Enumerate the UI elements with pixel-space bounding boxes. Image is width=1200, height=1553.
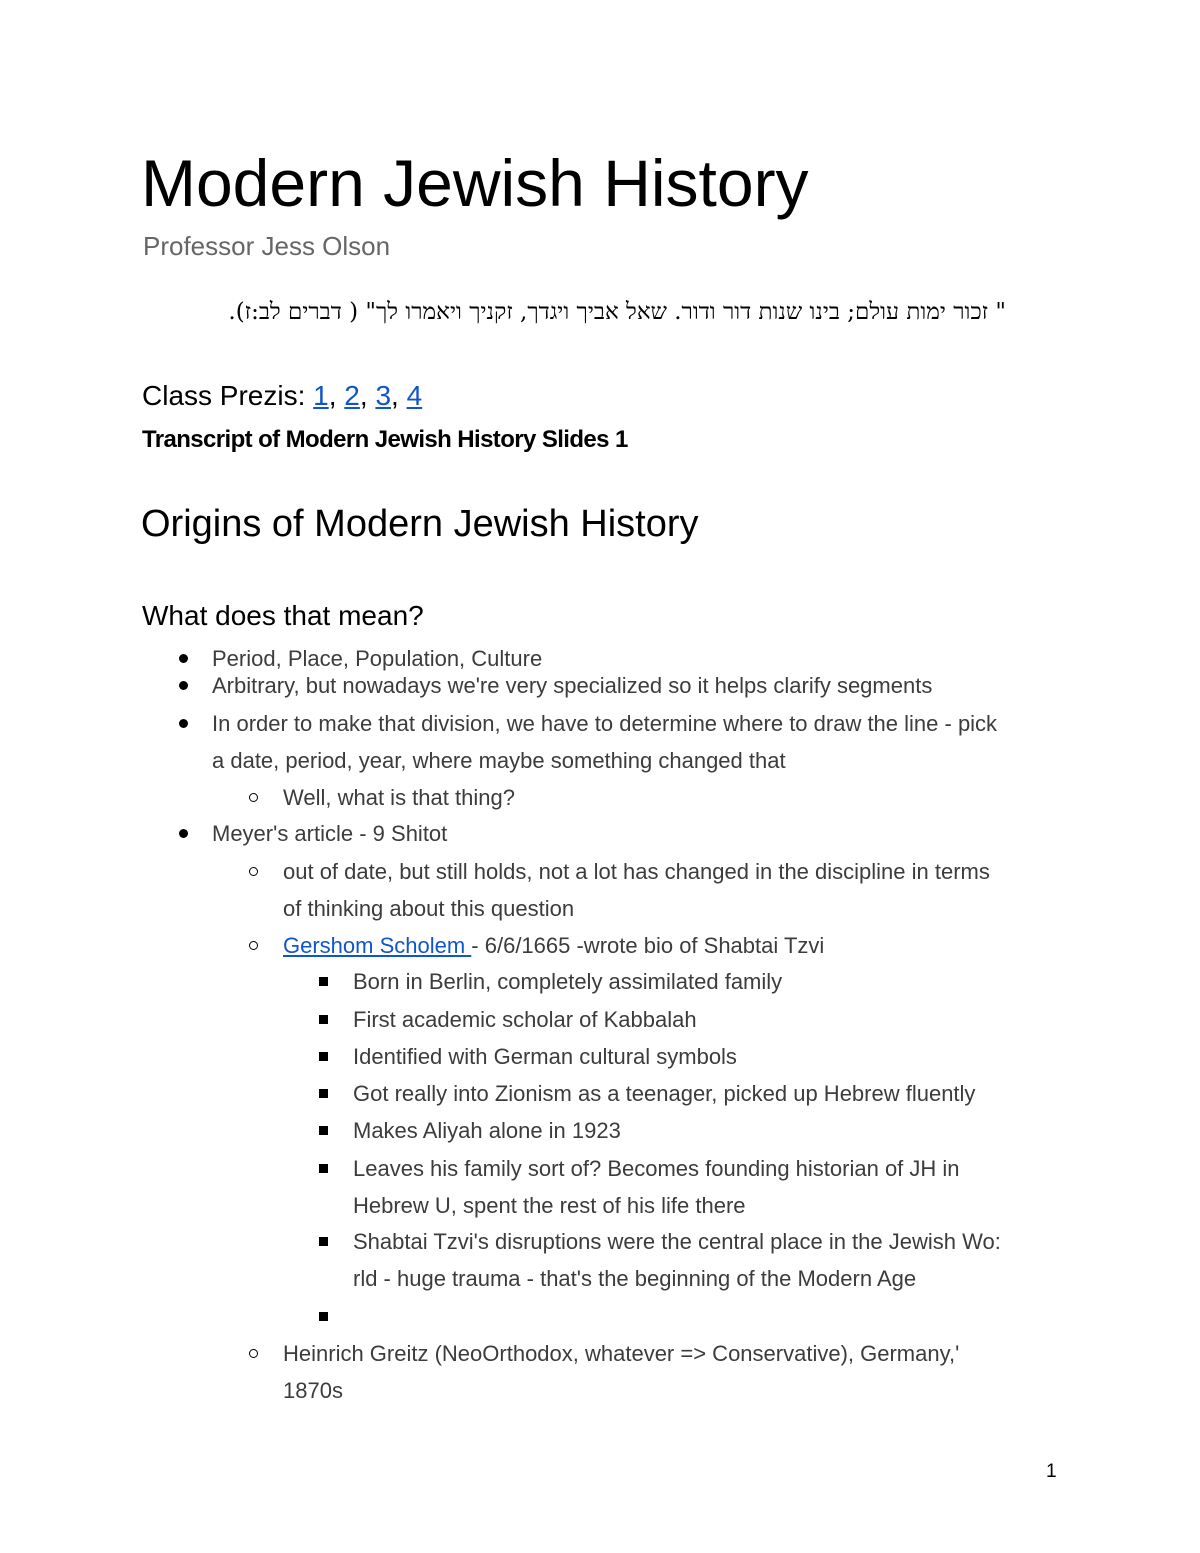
bullet-square-icon: [319, 1164, 328, 1173]
bullet-disc-icon: [179, 829, 188, 838]
list-item-text: Born in Berlin, completely assimilated family: [353, 969, 783, 994]
section-heading: Origins of Modern Jewish History: [141, 503, 699, 545]
list-item-text: - 6/6/1665 -wrote bio of Shabtai Tzvi: [471, 933, 825, 958]
list-item-text: Makes Aliyah alone in 1923: [353, 1118, 621, 1143]
class-prezis-line: [142, 377, 422, 415]
list-item: [353, 963, 782, 1000]
document-subtitle: Professor Jess Olson: [143, 231, 391, 261]
list-item-text: First academic scholar of Kabbalah: [353, 1007, 697, 1032]
list-item-text: out of date, but still holds, not a lot has changed in the discipline in terms: [283, 859, 990, 884]
prezi-separator: ,: [391, 380, 407, 411]
list-item-text: In order to make that division, we have to determine where to draw the line - pick: [212, 711, 998, 736]
list-item-text-continued: rld - huge trauma - that's the beginning of the Modern Age: [353, 1266, 917, 1291]
bullet-square-icon: [319, 1126, 328, 1135]
list-item: [353, 1038, 737, 1075]
gershom-scholem-link[interactable]: Gershom Scholem: [283, 933, 472, 958]
bullet-disc-icon: [179, 654, 188, 663]
bullet-circle-icon: [249, 867, 258, 876]
list-item: [353, 1001, 697, 1038]
class-prezis-label: Class Prezis:: [142, 380, 314, 411]
list-item-text: Meyer's article - 9 Shitot: [212, 821, 448, 846]
list-item-text: Period, Place, Population, Culture: [212, 646, 543, 671]
list-item-text-continued: a date, period, year, where maybe something changed that: [212, 748, 786, 773]
bullet-square-icon: [319, 1015, 328, 1024]
transcript-heading: Transcript of Modern Jewish History Slides 1: [142, 426, 628, 453]
prezi-link-3[interactable]: 3: [375, 380, 392, 411]
prezi-separator: ,: [328, 380, 345, 411]
hebrew-quote: " זכור ימות עולם; בינו שנות דור ודור. שאל אביך ויגדך, זקניך ויאמרו לך" ( דברים לב:ז).: [228, 299, 1006, 325]
bullet-disc-icon: [179, 719, 188, 728]
prezi-separator: ,: [359, 380, 376, 411]
list-item: [212, 815, 447, 852]
prezi-link-4[interactable]: 4: [406, 380, 423, 411]
list-item: [353, 1112, 621, 1149]
list-item-text: Arbitrary, but nowadays we're very specialized so it helps clarify segments: [212, 673, 933, 698]
list-item: [353, 1223, 1001, 1297]
list-item: [212, 705, 997, 779]
prezi-link-1[interactable]: 1: [313, 380, 329, 411]
list-item: [283, 1335, 959, 1409]
prezi-link-2[interactable]: 2: [344, 380, 360, 411]
page-number: 1: [1046, 1461, 1057, 1482]
list-item-text-continued: Hebrew U, spent the rest of his life there: [353, 1193, 746, 1218]
document-title: Modern Jewish History: [141, 146, 809, 220]
list-item-text: Got really into Zionism as a teenager, picked up Hebrew fluently: [353, 1081, 976, 1106]
list-item-text-continued: 1870s: [283, 1378, 343, 1403]
list-item: [353, 1075, 975, 1112]
bullet-circle-icon: [249, 1349, 258, 1358]
list-item: [212, 667, 932, 704]
list-item: [283, 779, 515, 816]
bullet-square-icon: [319, 1052, 328, 1061]
list-item-text: Leaves his family sort of? Becomes founding historian of JH in: [353, 1156, 960, 1181]
list-item: [283, 927, 824, 964]
list-item-text: Heinrich Greitz (NeoOrthodox, whatever => Conservative), Germany,': [283, 1341, 960, 1366]
list-item-text-continued: of thinking about this question: [283, 896, 575, 921]
bullet-circle-icon: [249, 793, 258, 802]
bullet-square-icon: [319, 977, 328, 986]
list-item-text: Shabtai Tzvi's disruptions were the central place in the Jewish Wo:: [353, 1229, 1001, 1254]
list-item-text: Well, what is that thing?: [283, 785, 515, 810]
bullet-square-icon: [319, 1312, 328, 1321]
list-item-text: Identified with German cultural symbols: [353, 1044, 737, 1069]
list-item: [353, 1150, 960, 1224]
bullet-circle-icon: [249, 941, 258, 950]
bullet-square-icon: [319, 1237, 328, 1246]
list-item: [283, 853, 990, 927]
bullet-disc-icon: [179, 681, 188, 690]
bullet-square-icon: [319, 1089, 328, 1098]
subsection-heading: What does that mean?: [142, 600, 424, 631]
